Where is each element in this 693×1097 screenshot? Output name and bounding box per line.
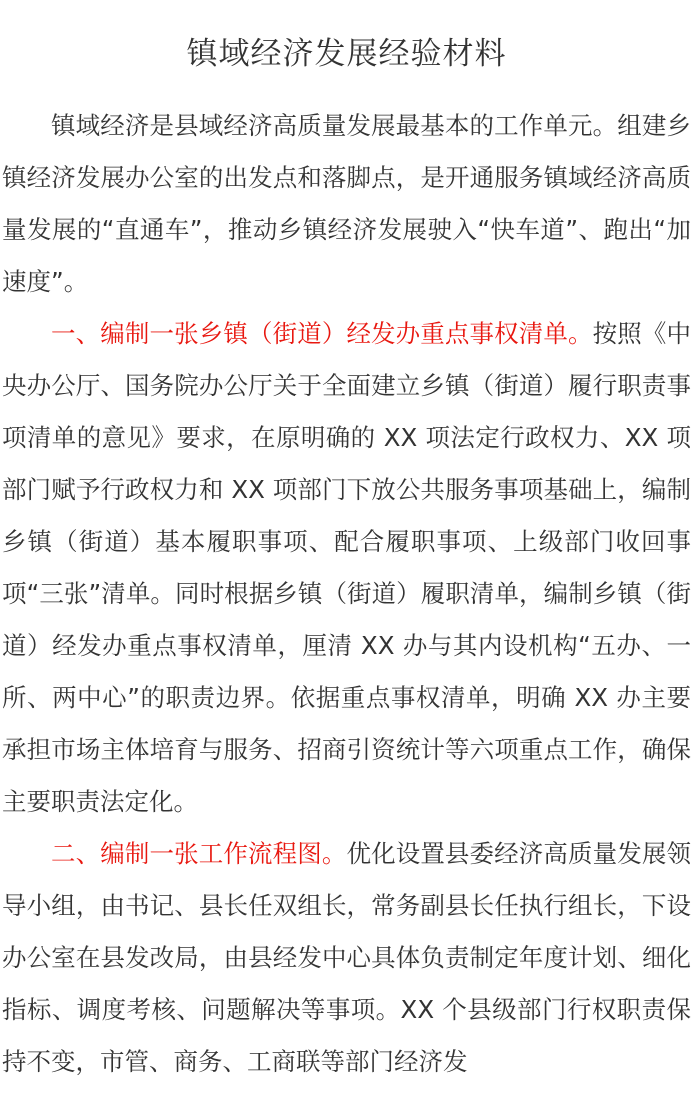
section-1-text: 按照《中央办公厅、国务院办公厅关于全面建立乡镇（街道）履行职责事项清单的意见》要求，在原明确的 XX 项法定行政权力、XX 项部门赋予行政权力和 XX 项部门下放公共服务事项基础上，编制乡镇（街道）基本履职事项、配合履职事项、上级部门收回事项“三张”清单。同时根据乡镇（街道）履职清单，编制乡镇（街道）经发办重点事权清单，厘清 XX 办与其内设机构“五办、一所、两中心”的职责边界。依据重点事权清单，明确 XX 办主要承担市场主体培育与服务、招商引资统计等六项重点工作，确保主要职责法定化。 <box>2 319 692 816</box>
paragraph-intro-text: 镇域经济是县域经济高质量发展最基本的工作单元。组建乡镇经济发展办公室的出发点和落脚点，是开通服务镇域经济高质量发展的“直通车”，推动乡镇经济发展驶入“快车道”、跑出“加速度”。 <box>2 111 691 296</box>
paragraph-section-2 <box>2 828 691 1088</box>
section-1-heading: 一、编制一张乡镇（街道）经发办重点事权清单。 <box>51 319 593 348</box>
paragraph-section-1 <box>2 308 691 828</box>
section-2-heading: 二、编制一张工作流程图。 <box>51 839 347 868</box>
section-2-text: 优化设置县委经济高质量发展领导小组，由书记、县长任双组长，常务副县长任执行组长，下设办公室在县发改局，由县经发中心具体负责制定年度计划、细化指标、调度考核、问题解决等事项。XX 个县级部门行权职责保持不变，市管、商务、工商联等部门经济发 <box>2 839 692 1076</box>
document-body <box>2 100 691 1088</box>
paragraph-intro <box>2 100 691 308</box>
document-title: 镇域经济发展经验材料 <box>186 36 507 72</box>
